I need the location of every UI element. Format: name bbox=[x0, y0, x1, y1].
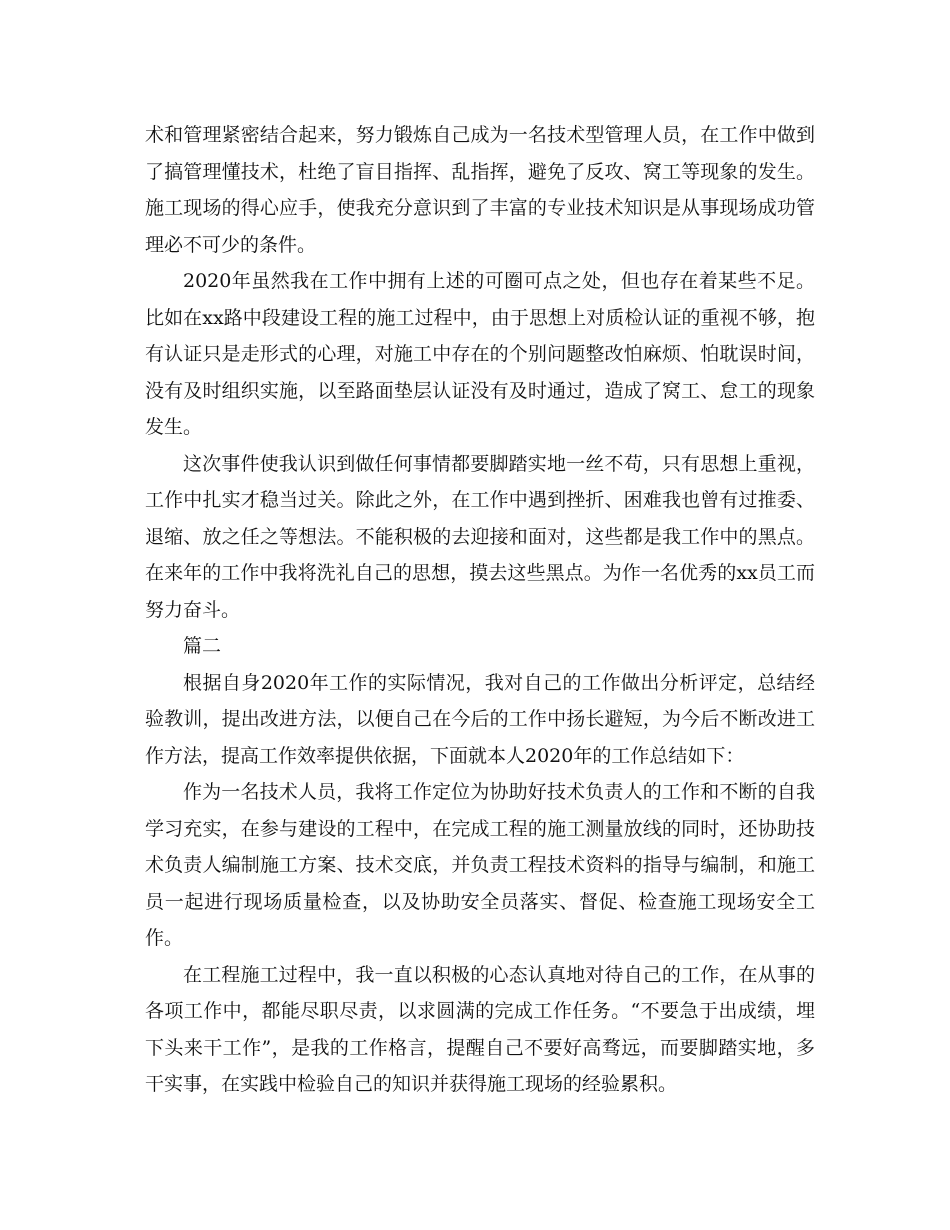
section-heading: 篇二 bbox=[183, 635, 222, 657]
paragraph-shortcomings: 2020年虽然我在工作中拥有上述的可圈可点之处，但也存在着某些不足。比如在xx路中段建设工程的施工过程中，由于思想上对质检认证的重视不够，抱有认证只是走形式的心理，对施工中存在的个别问题整改怕麻烦、怕耽误时间，没有及时组织实施，以至路面垫层认证没有及时通过，造成了窝工、怠工的现象发生。 bbox=[145, 270, 815, 438]
paragraph-lessons: 这次事件使我认识到做任何事情都要脚踏实地一丝不苟，只有思想上重视，工作中扎实才稳当过关。除此之外，在工作中遇到挫折、困难我也曾有过推委、退缩、放之任之等想法。不能积极的去迎接和面对，这些都是我工作中的黑点。在来年的工作中我将洗礼自己的思想，摸去这些黑点。为作一名优秀的xx员工而努力奋斗。 bbox=[145, 452, 815, 621]
paragraph-attitude: 在工程施工过程中，我一直以积极的心态认真地对待自己的工作，在从事的各项工作中，都能尽职尽责，以求圆满的完成工作任务。“不要急于出成绩，埋下头来干工作”，是我的工作格言，提醒自己不要好高骛远，而要脚踏实地，多干实事，在实践中检验自己的知识并获得施工现场的经验累积。 bbox=[145, 963, 815, 1095]
document-body bbox=[145, 117, 815, 1103]
paragraph-continuation: 术和管理紧密结合起来，努力锻炼自己成为一名技术型管理人员，在工作中做到了搞管理懂技术，杜绝了盲目指挥、乱指挥，避免了反攻、窝工等现象的发生。施工现场的得心应手，使我充分意识到了丰富的专业技术知识是从事现场成功管理必不可少的条件。 bbox=[145, 124, 815, 256]
paragraph-intro: 根据自身2020年工作的实际情况，我对自己的工作做出分析评定，总结经验教训，提出改进方法，以便自己在今后的工作中扬长避短，为今后不断改进工作方法，提高工作效率提供依据，下面就本人2020年的工作总结如下： bbox=[145, 671, 815, 767]
paragraph-role: 作为一名技术人员，我将工作定位为协助好技术负责人的工作和不断的自我学习充实，在参与建设的工程中，在完成工程的施工测量放线的同时，还协助技术负责人编制施工方案、技术交底，并负责工程技术资料的指导与编制，和施工员一起进行现场质量检查，以及协助安全员落实、督促、检查施工现场安全工作。 bbox=[145, 781, 815, 949]
